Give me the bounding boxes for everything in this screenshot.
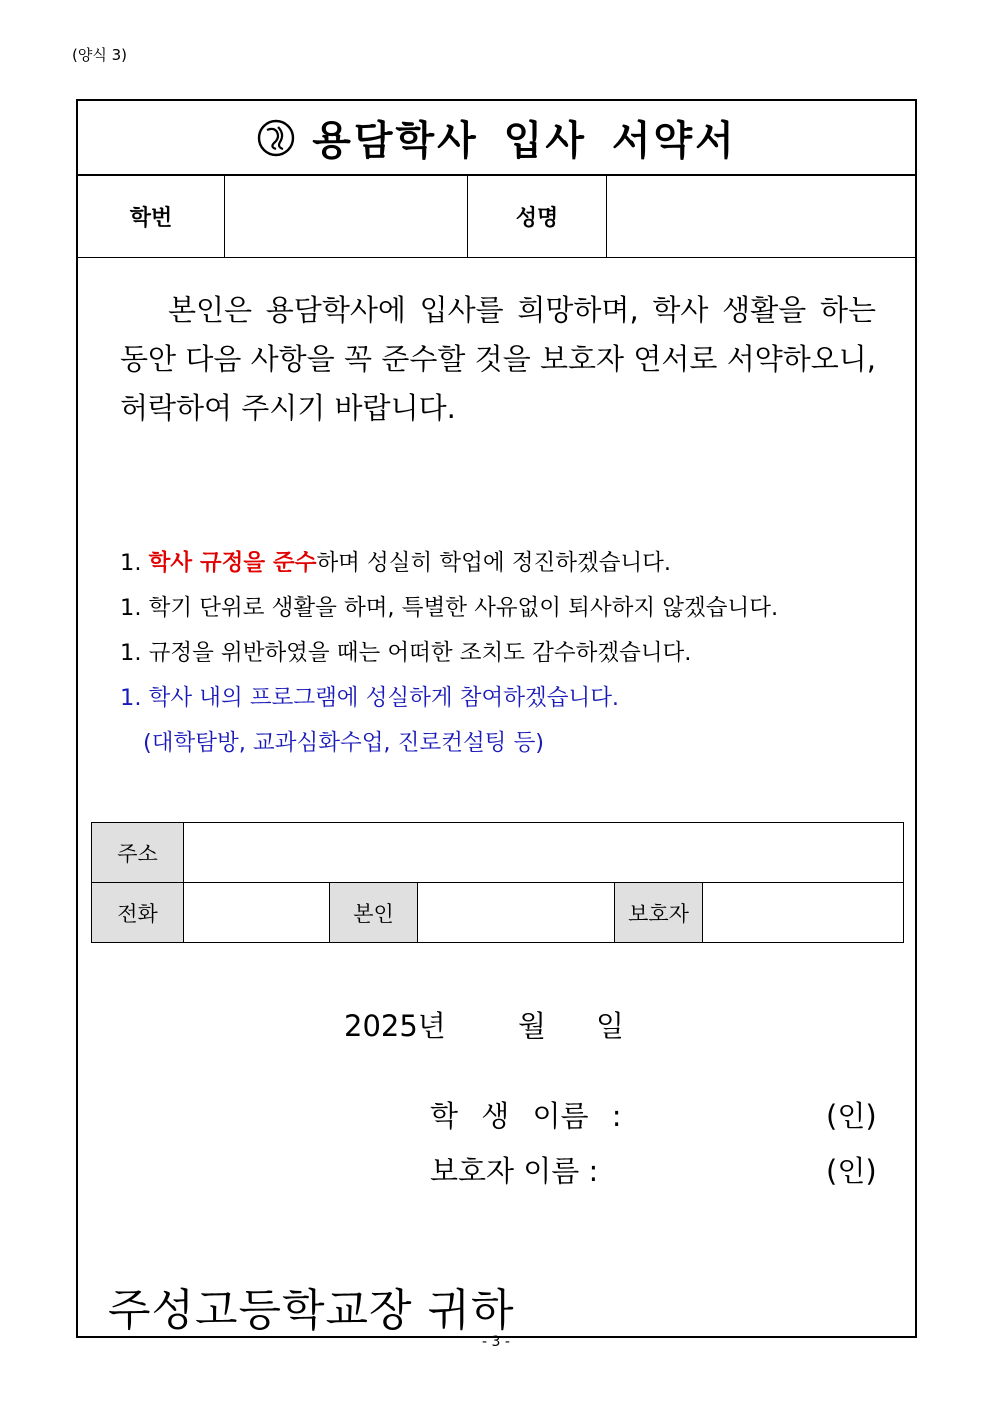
intro-text: 본인은 용담학사에 입사를 희망하며, 학사 생활을 하는 동안 다음 사항을 꼭 준수할 것을 보호자 연서로 서약하오니, 허락하여 주시기 바랍니다.	[120, 293, 876, 425]
phone-row	[92, 883, 903, 942]
intro-paragraph	[120, 286, 876, 433]
page-number: - 3 -	[482, 1334, 510, 1350]
pledge-item	[120, 541, 778, 586]
pledge-item: 1. 규정을 위반하였을 때는 어떠한 조치도 감수하겠습니다.	[120, 640, 692, 666]
guardian-seal: (인)	[826, 1154, 877, 1188]
pledge-form	[76, 99, 917, 1338]
pledge-list	[120, 541, 778, 766]
form-number-label: (양식 3)	[72, 46, 127, 64]
pledge-text: 하며 성실히 학업에 정진하겠습니다.	[316, 550, 672, 576]
phone-field-blank[interactable]	[184, 883, 330, 942]
phone-label: 전화	[92, 883, 184, 942]
address-field[interactable]	[184, 823, 903, 882]
guardian-name-label: 보호자 이름 :	[430, 1154, 599, 1188]
address-label: 주소	[92, 823, 184, 882]
pledge-highlight: 학사 규정을 준수	[148, 550, 317, 576]
contact-table	[91, 822, 904, 943]
pledge-number: 1.	[120, 550, 149, 576]
student-info-row	[78, 176, 915, 258]
student-id-label: 학번	[129, 206, 173, 231]
address-row	[92, 823, 903, 883]
date-month: 월	[518, 1009, 547, 1043]
pledge-note: (대학탐방, 교과심화수업, 진로컨설팅 등)	[143, 730, 545, 756]
date-year: 2025년	[344, 1009, 446, 1043]
addressee: 주성고등학교장 귀하	[108, 1285, 515, 1336]
guardian-phone-field[interactable]	[703, 883, 903, 942]
student-seal: (인)	[826, 1099, 877, 1133]
name-label: 성명	[467, 176, 606, 257]
guardian-phone-label: 보호자	[615, 883, 703, 942]
student-id-field[interactable]	[224, 176, 467, 257]
page-title: 용담학사 입사 서약서	[312, 118, 737, 164]
student-name-label: 학 생 이름 :	[430, 1099, 622, 1133]
school-emblem-icon	[256, 118, 296, 158]
self-phone-field[interactable]	[418, 883, 615, 942]
pledge-item: 1. 학사 내의 프로그램에 성실하게 참여하겠습니다.	[120, 685, 620, 711]
pledge-item: 1. 학기 단위로 생활을 하며, 특별한 사유없이 퇴사하지 않겠습니다.	[120, 595, 779, 621]
self-phone-label: 본인	[330, 883, 418, 942]
date-day: 일	[596, 1009, 625, 1043]
title-row	[78, 101, 915, 176]
name-field[interactable]	[606, 176, 917, 257]
